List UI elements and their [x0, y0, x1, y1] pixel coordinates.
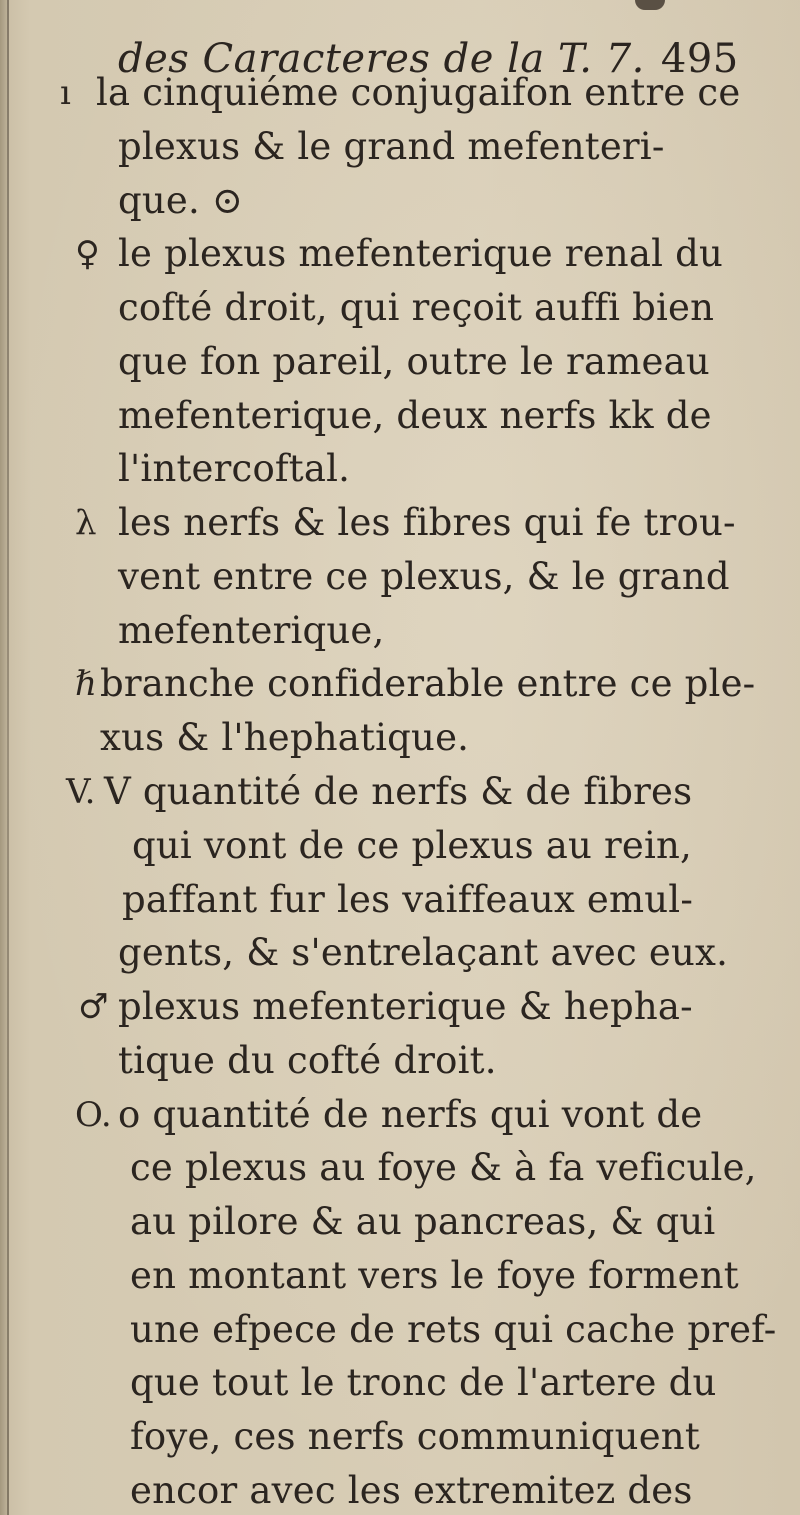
text-line: vent entre ce plexus, & le grand: [118, 555, 730, 598]
entry-marker: V.: [66, 772, 96, 812]
text-line: gents, & s'entrelaçant avec eux.: [118, 931, 729, 974]
text-line: que fon pareil, outre le rameau: [118, 340, 710, 383]
entry-marker: O.: [75, 1095, 112, 1135]
text-line: branche confiderable entre ce ple-: [100, 662, 756, 705]
text-line: ce plexus au foye & à fa veficule,: [130, 1146, 757, 1189]
text-line: les nerfs & les fibres qui fe trou-: [118, 501, 736, 544]
text-line: foye, ces nerfs communiquent: [130, 1415, 700, 1458]
text-line: le plexus mefenterique renal du: [118, 232, 723, 275]
page-number: 495: [660, 36, 739, 82]
entry-marker: ♀: [75, 234, 100, 274]
entry-marker: ♂: [78, 987, 109, 1027]
page-gutter: [0, 0, 7, 1515]
entry-marker: ℏ: [75, 664, 97, 704]
text-line: l'intercoftal.: [118, 447, 351, 490]
text-line: en montant vers le foye forment: [130, 1254, 739, 1297]
text-line: une efpece de rets qui cache pref-: [130, 1308, 777, 1351]
text-line: que. ⊙: [118, 179, 244, 222]
text-line: que tout le tronc de l'artere du: [130, 1361, 717, 1404]
text-line: paffant fur les vaiffeaux emul-: [122, 878, 694, 921]
text-line: mefenterique,: [118, 609, 385, 652]
text-line: qui vont de ce plexus au rein,: [132, 824, 692, 867]
page-edge-line: [7, 0, 9, 1515]
running-title: des Caracteres de la T. 7.: [118, 36, 645, 82]
text-line: xus & l'hephatique.: [100, 716, 470, 759]
text-line: la cinquiéme conjugaifon entre ce: [96, 71, 741, 114]
entry-marker: ı: [60, 73, 71, 113]
ink-blot: [635, 0, 665, 10]
text-line: plexus mefenterique & hepha-: [118, 985, 693, 1028]
text-line: encor avec les extremitez des: [130, 1469, 693, 1512]
text-line: cofté droit, qui reçoit auffi bien: [118, 286, 715, 329]
entry-marker: λ: [75, 503, 97, 543]
text-line: plexus & le grand mefenteri-: [118, 125, 665, 168]
text-line: tique du cofté droit.: [118, 1039, 497, 1082]
text-line: o quantité de nerfs qui vont de: [118, 1093, 703, 1136]
text-line: V quantité de nerfs & de fibres: [104, 770, 693, 813]
text-line: mefenterique, deux nerfs kk de: [118, 394, 712, 437]
text-line: au pilore & au pancreas, & qui: [130, 1200, 716, 1243]
